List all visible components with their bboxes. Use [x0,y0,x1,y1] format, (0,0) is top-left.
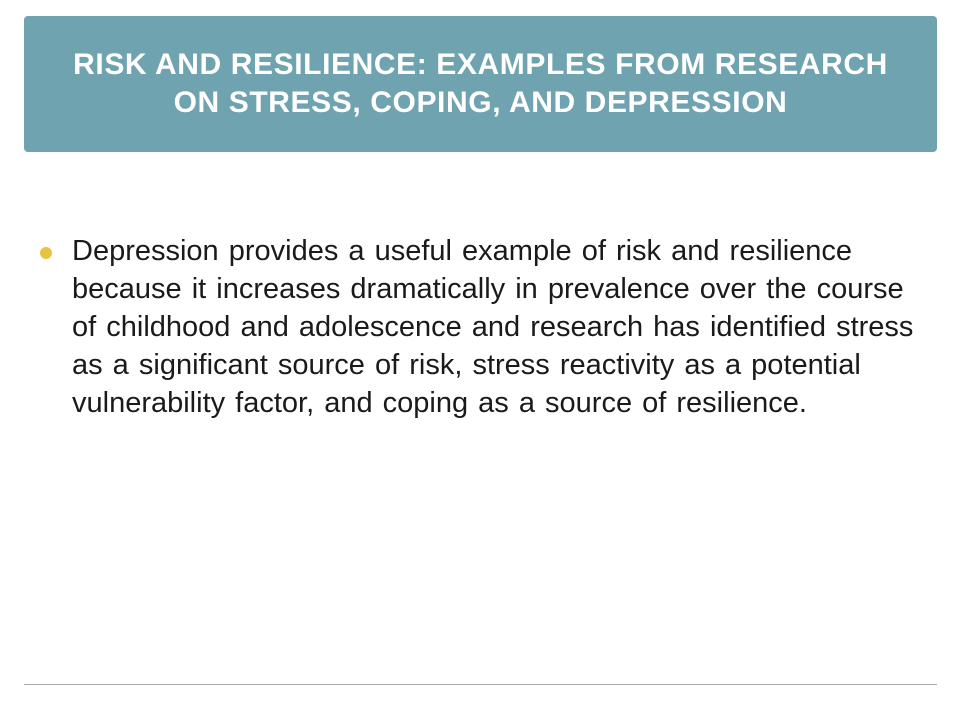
title-bar [24,16,937,152]
slide-body [40,232,920,422]
bullet-dot-icon [40,247,52,259]
bullet-item [40,232,920,422]
footer-divider [24,684,937,685]
bullet-text: Depression provides a useful example of risk and resilience because it increases dramatically in prevalence over the course of childhood and adolescence and research has identified stress as a significant source of risk, stress reactivity as a potential vulnerability factor, and coping as a source of resilience. [72,235,914,419]
slide-title: RISK AND RESILIENCE: EXAMPLES FROM RESEARCH ON STRESS, COPING, AND DEPRESSION [73,48,888,119]
